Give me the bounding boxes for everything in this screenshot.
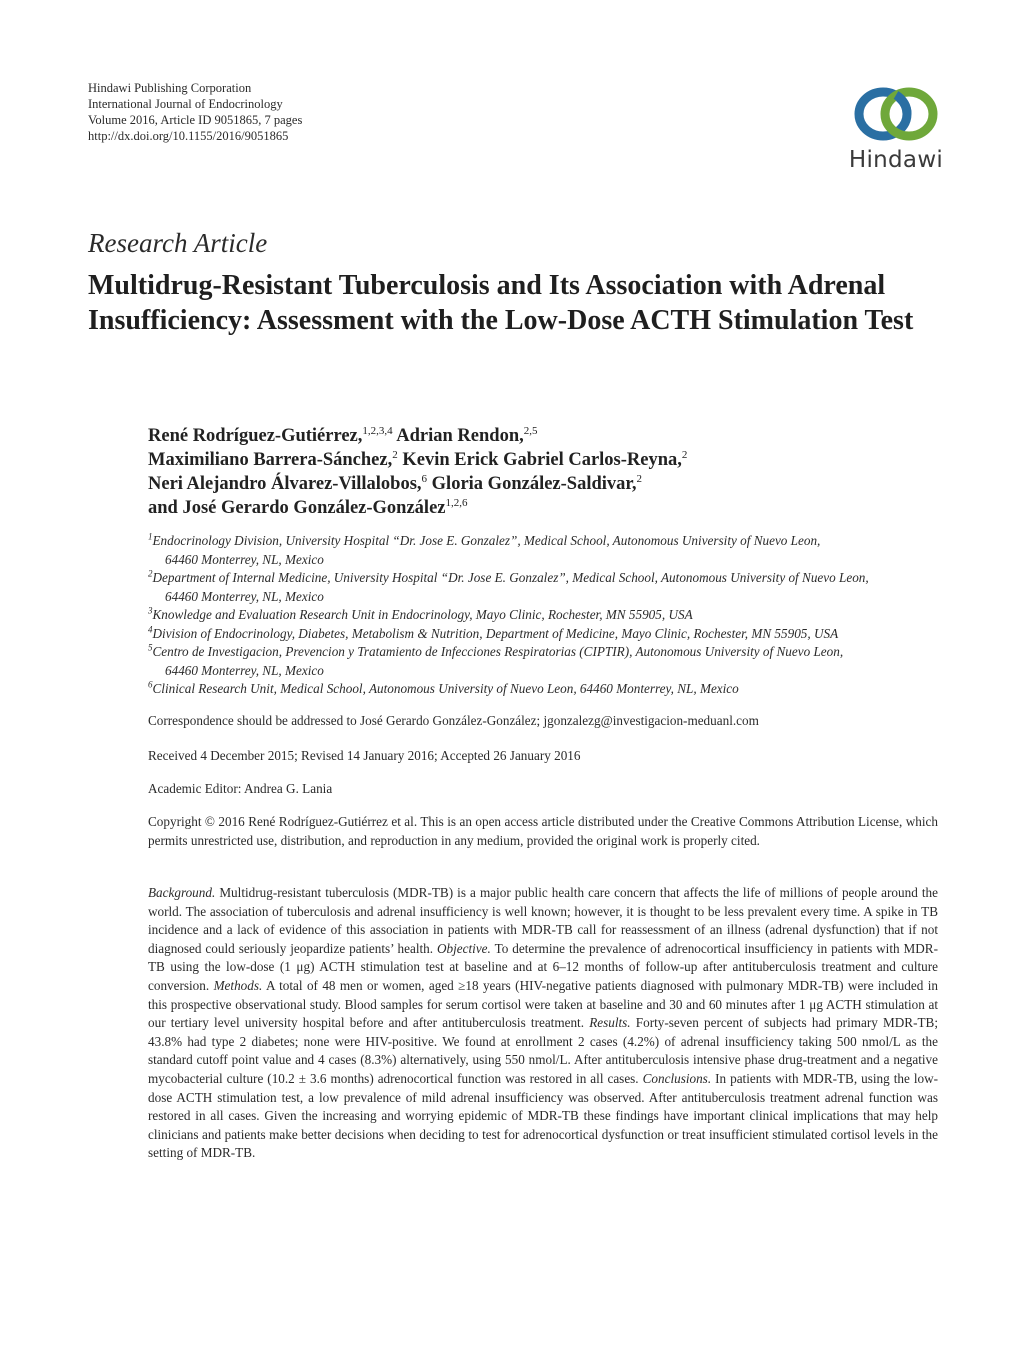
- copyright-notice: Copyright © 2016 René Rodríguez-Gutiérrez et al. This is an open access article distributed under the Creative Commons Attribution License, which permits unrestricted use, distribution, and reproduction in any medium, provided the original work is properly cited.: [148, 814, 938, 848]
- author-list: [148, 424, 948, 520]
- author-name: Kevin Erick Gabriel Carlos-Reyna,: [402, 450, 682, 470]
- affiliation-text: Knowledge and Evaluation Research Unit in Endocrinology, Mayo Clinic, Rochester, MN 55905, USA: [152, 607, 693, 622]
- abstract-label-results: Results.: [589, 1015, 631, 1031]
- affiliation-item: [148, 606, 948, 625]
- abstract-label-conclusions: Conclusions.: [642, 1070, 712, 1086]
- affiliation-text-cont: 64460 Monterrey, NL, Mexico: [165, 662, 324, 678]
- author-affil-marker: 2,5: [523, 424, 538, 437]
- affiliation-text-cont: 64460 Monterrey, NL, Mexico: [165, 588, 324, 604]
- author-name: Neri Alejandro Álvarez-Villalobos,: [148, 474, 422, 494]
- affiliation-item: [148, 625, 948, 644]
- abstract-text-conclusions: In patients with MDR-TB, using the low-dose ACTH stimulation test, a low prevalence of mild adrenal insufficiency was observed. After antituberculosis treatment adrenal function was restored in all cases. Given the increasing and worrying epidemic of MDR-TB these findings have important clinical implications that may help clinicians and patients make better decisions when deciding to test for adrenocortical dysfunction or treat insufficient stimulated cortisol levels in the setting of MDR-TB.: [148, 1070, 939, 1161]
- affiliation-number: 1: [148, 531, 153, 542]
- affiliation-item: [148, 680, 948, 699]
- author-affil-marker: 1,2,6: [445, 496, 468, 509]
- abstract: [148, 884, 938, 1163]
- affiliation-text: Clinical Research Unit, Medical School, Autonomous University of Nuevo Leon, 64460 Monterrey, NL, Mexico: [152, 681, 739, 696]
- author-affil-marker: 6: [421, 472, 428, 485]
- affiliation-number: 3: [148, 605, 153, 616]
- author-affil-marker: 2: [636, 472, 643, 485]
- author-line: [148, 496, 948, 520]
- affiliation-text: Division of Endocrinology, Diabetes, Metabolism & Nutrition, Department of Medicine, Mayo Clinic, Rochester, MN 55905, USA: [152, 625, 839, 641]
- article-type: Research Article: [88, 228, 268, 258]
- hindawi-rings-icon: [851, 83, 941, 145]
- academic-editor: Academic Editor: Andrea G. Lania: [148, 781, 333, 796]
- affiliation-item: [148, 569, 948, 606]
- author-name: René Rodríguez-Gutiérrez,: [148, 426, 363, 446]
- affiliation-text: Department of Internal Medicine, University Hospital “Dr. Jose E. Gonzalez”, Medical School, Autonomous University of Nuevo Leon,: [152, 570, 869, 585]
- abstract-text-objective: To determine the prevalence of adrenocortical insufficiency in patients with MDR-TB using the low-dose (1 μg) ACTH stimulation test at baseline and at 6–12 months of follow-up after antituberculosis treatment and culture conversion.: [148, 940, 938, 993]
- article-dates: Received 4 December 2015; Revised 14 January 2016; Accepted 26 January 2016: [148, 748, 581, 763]
- publisher-name: Hindawi Publishing Corporation: [88, 81, 252, 95]
- affiliation-number: 2: [148, 568, 153, 579]
- affiliation-text: Endocrinology Division, University Hospital “Dr. Jose E. Gonzalez”, Medical School, Autonomous University of Nuevo Leon,: [152, 533, 821, 548]
- author-name: and José Gerardo González-González: [148, 498, 446, 518]
- author-affil-marker: 1,2,3,4: [362, 424, 393, 437]
- author-name: Gloria González-Saldivar,: [431, 474, 637, 494]
- abstract-label-background: Background.: [148, 885, 216, 900]
- doi-link[interactable]: http://dx.doi.org/10.1155/2016/9051865: [88, 129, 289, 143]
- author-line: [148, 448, 948, 472]
- affiliation-text: Centro de Investigacion, Prevencion y Tratamiento de Infecciones Respiratorias (CIPTIR), Autonomous University of Nuevo Leon,: [152, 644, 844, 659]
- affiliation-item: [148, 532, 948, 569]
- author-affil-marker: 2: [681, 448, 688, 461]
- abstract-label-objective: Objective.: [437, 940, 491, 956]
- affiliation-text-cont: 64460 Monterrey, NL, Mexico: [165, 551, 324, 567]
- affiliation-number: 4: [148, 624, 153, 635]
- affiliation-list: [148, 532, 948, 699]
- author-name: Maximiliano Barrera-Sánchez,: [148, 450, 393, 470]
- affiliation-number: 6: [148, 679, 153, 690]
- volume-info: Volume 2016, Article ID 9051865, 7 pages: [88, 113, 303, 127]
- abstract-label-methods: Methods.: [213, 977, 263, 993]
- abstract-text-methods: A total of 48 men or women, aged ≥18 years (HIV-negative patients diagnosed with pulmonary MDR-TB) were included in this prospective observational study. Blood samples for serum cortisol were taken at baseline and 30 and 60 minutes after 1 μg ACTH stimulation at our tertiary level university hospital before and after antituberculosis treatment.: [148, 977, 938, 1031]
- logo-text: Hindawi: [848, 147, 944, 173]
- affiliation-item: [148, 643, 948, 680]
- author-line: [148, 424, 948, 448]
- paper-title: Multidrug-Resistant Tuberculosis and Its Association with Adrenal Insufficiency: Assessment with the Low-Dose ACTH Stimulation Test: [88, 270, 914, 336]
- correspondence: Correspondence should be addressed to José Gerardo González-González; jgonzalezg@investigacion-meduanl.com: [148, 713, 759, 728]
- author-line: [148, 472, 948, 496]
- abstract-text-results: Forty-seven percent of subjects had primary MDR-TB; 43.8% had type 2 diabetes; none were HIV-positive. We found at enrollment 2 cases (4.2%) of adrenal insufficiency taking 500 nmol/L as the standard cutoff point value and 4 cases (8.3%) alternatively, using 550 nmol/L. After antituberculosis intensive phase drug-treatment and a negative mycobacterial culture (10.2 ± 3.6 months) adrenocortical function was restored in all cases.: [148, 1015, 938, 1086]
- journal-header: [88, 80, 302, 144]
- hindawi-logo: [846, 83, 946, 178]
- author-affil-marker: 2: [392, 448, 398, 461]
- journal-name: International Journal of Endocrinology: [88, 97, 283, 111]
- abstract-text-background: Multidrug-resistant tuberculosis (MDR-TB) is a major public health care concern that affects the life of millions of people around the world. The association of tuberculosis and adrenal insufficiency is well known; however, it is thought to be less prevalent every time. A spike in TB incidence and a lack of evidence of this association in patients with MDR-TB call for reassessment of an illness (adrenal dysfunction) that if not diagnosed could seriously jeopardize patients’ health.: [148, 885, 938, 956]
- affiliation-number: 5: [148, 642, 153, 653]
- author-name: Adrian Rendon,: [396, 426, 524, 446]
